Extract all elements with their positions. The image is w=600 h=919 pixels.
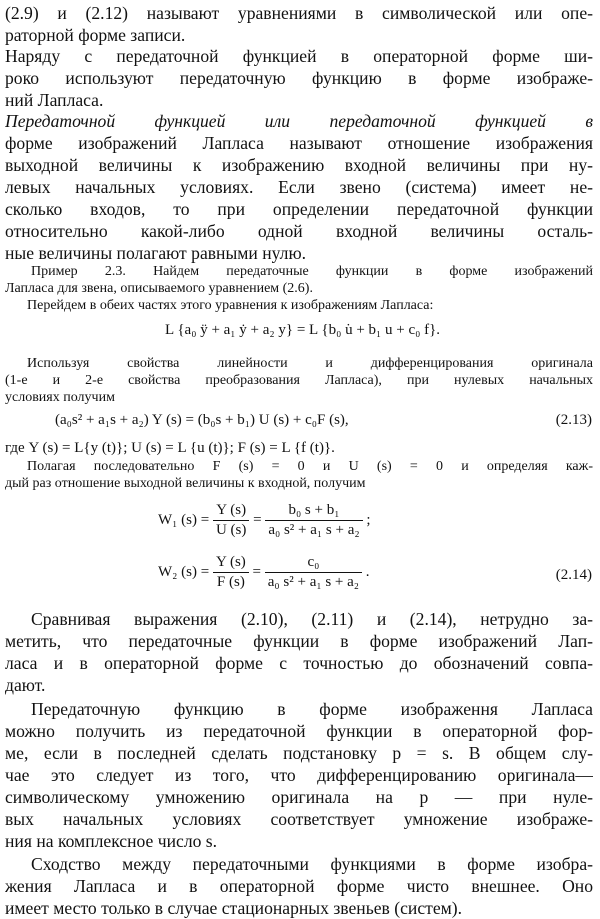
example-block <box>5 263 593 314</box>
paragraph-using-properties <box>5 355 593 406</box>
where-definitions: где Y (s) = L{y (t)}; U (s) = L {u (t)}; F (s) = L {f (t)}. <box>5 440 335 456</box>
equation-w1 <box>158 502 371 539</box>
punctuation: ; <box>366 511 371 528</box>
text-line: ний Лапласа. <box>5 90 104 110</box>
text-line: можно получить из передаточной функции в операторной фор- <box>5 721 593 741</box>
paragraph-substitution <box>5 698 593 852</box>
text-line: Передаточной функцией или передаточной функцией в <box>5 111 593 131</box>
punctuation: . <box>365 563 370 580</box>
paragraph-comparison <box>5 608 593 696</box>
text-line: выходной величины к изображению входной величины при ну- <box>5 155 593 175</box>
w2-fraction-2 <box>265 554 362 591</box>
paragraph-transfer-intro <box>5 45 593 111</box>
text-line: Передаточную функцию в форме изображення Лапласа <box>31 699 593 719</box>
denominator: a₀ s² + a₁ s + a₂ <box>267 574 360 590</box>
text-line: вых начальных условиях соответствует умножение изображе- <box>5 809 593 829</box>
text-line: форме изображений Лапласа называют отношение изображения <box>5 133 593 153</box>
equation-w2 <box>158 554 370 591</box>
text-line: сколько входов, то при определении передаточной функции <box>5 199 593 219</box>
text-line: ме, если в последней сделать подстановку p = s. В общем слу- <box>5 743 593 763</box>
text-line: Пример 2.3. Найдем передаточные функции в форме изображений <box>31 264 593 279</box>
numerator: Y (s) <box>213 554 249 573</box>
paragraph-intro <box>5 2 593 46</box>
text-line: Полагая последовательно F (s) = 0 и U (s) = 0 и определяя каж- <box>27 459 593 474</box>
text-line: (2.9) и (2.12) называют уравнениями в символической или опе- <box>5 3 593 23</box>
text-line: условиях получим <box>5 390 115 405</box>
text-line: дают. <box>5 675 46 695</box>
paragraph-similarity <box>5 853 593 919</box>
w2-lhs: W₂ (s) = <box>158 563 210 580</box>
text-line: Используя свойства линейности и дифференцирования оригинала <box>27 356 593 371</box>
w1-fraction-2 <box>265 502 362 539</box>
numerator: c₀ <box>265 554 362 573</box>
text-line: чае это следует из того, что дифференцированию оригинала— <box>5 765 593 785</box>
equals-sign: = <box>253 511 262 528</box>
text-line: ния на комплексное число s. <box>5 831 218 851</box>
numerator: b₀ s + b₁ <box>265 502 362 521</box>
equation-number-2-14: (2.14) <box>555 567 592 583</box>
numerator: Y (s) <box>213 502 249 521</box>
equals-sign: = <box>252 563 262 580</box>
equation-number-2-13: (2.13) <box>555 412 592 428</box>
equation-2-13: (a₀s² + a₁s + a₂) Y (s) = (b₀s + b₁) U (s) + c₀F (s), <box>55 412 349 428</box>
text-line: жения Лапласа и в операторной форме чисто внешнее. Оно <box>5 876 593 896</box>
text-line: (1-е и 2-е свойства преобразования Лапласа), при нулевых начальных <box>5 373 593 388</box>
denominator: U (s) <box>215 522 247 538</box>
equation-laplace: L {a₀ ÿ + a₁ ẏ + a₂ y} = L {b₀ u̇ + b₁ u + c₀ f}. <box>165 322 441 338</box>
paragraph-definition <box>5 110 593 264</box>
paragraph-setting <box>5 458 593 492</box>
text-line: метить, что передаточные функции в форме изображений Лап- <box>5 631 593 651</box>
text-line: ные величины полагают равными нулю. <box>5 243 307 263</box>
denominator: F (s) <box>216 574 245 590</box>
w1-lhs: W₁ (s) = <box>158 511 210 528</box>
w1-fraction-1 <box>213 502 249 539</box>
w2-fraction-1 <box>213 554 249 591</box>
text-line: Сходство между передаточными функциями в форме изобра- <box>31 854 593 874</box>
text-line: левых начальных условиях. Если звено (система) имеет не- <box>5 177 593 197</box>
text-line: символическому умножению оригинала на p — при нуле- <box>5 787 593 807</box>
text-line: Лапласа для звена, описываемого уравнением (2.6). <box>5 281 313 296</box>
denominator: a₀ s² + a₁ s + a₂ <box>268 522 360 538</box>
text-line: Перейдем в обеих частях этого уравнения к изображениям Лапласа: <box>27 298 434 313</box>
text-line: раторной форме записи. <box>5 25 186 45</box>
text-line: роко используют передаточную функцию в форме изображе- <box>5 68 593 88</box>
text-line: ласа и в операторной форме с точностью до обозначений совпа- <box>5 653 593 673</box>
text-line: дый раз отношение выходной величины к входной, получим <box>5 476 366 491</box>
text-line: относительно какой-либо одной входной величины осталь- <box>5 221 593 241</box>
text-line: имеет место только в случае стационарных звеньев (систем). <box>5 898 463 918</box>
text-line: Наряду с передаточной функцией в операторной форме ши- <box>5 46 593 66</box>
text-line: Сравнивая выражения (2.10), (2.11) и (2.14), нетрудно за- <box>31 609 593 629</box>
